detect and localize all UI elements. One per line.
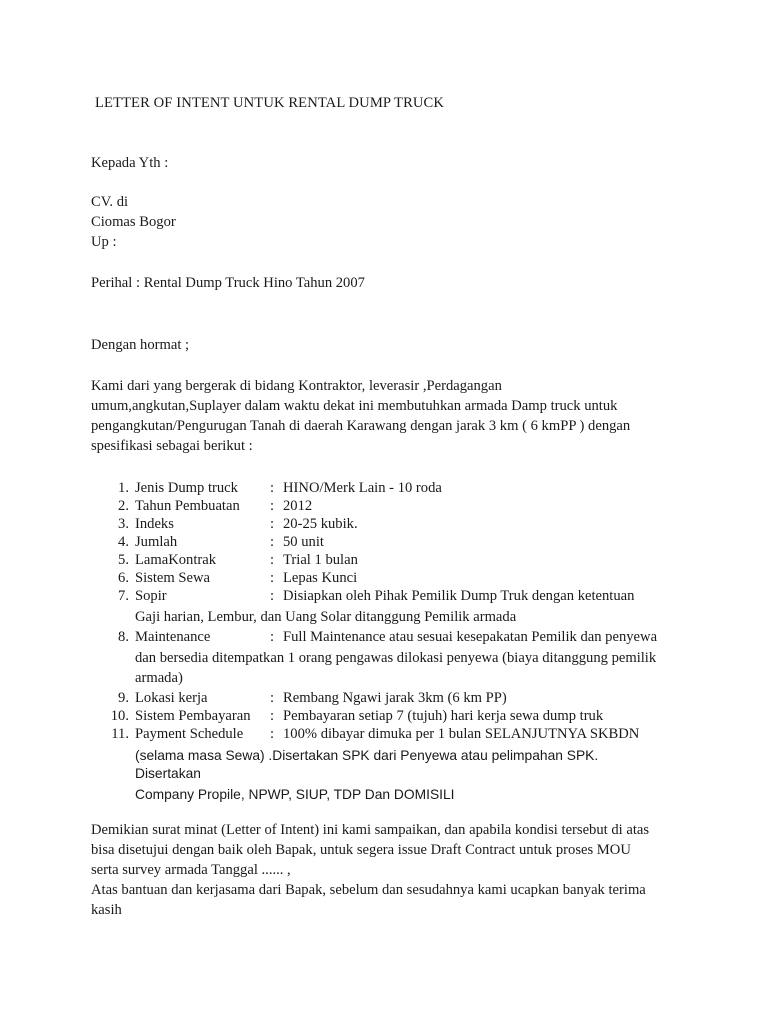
spec-separator: : <box>270 690 275 706</box>
spec-separator: : <box>270 570 275 586</box>
closing-line: Atas bantuan dan kerjasama dari Bapak, sebelum dan sesudahnya kami ucapkan banyak terima <box>91 882 646 898</box>
spec-separator: : <box>270 552 275 568</box>
spec-value: 50 unit <box>283 534 324 550</box>
spec-value: Full Maintenance atau sesuai kesepakatan Pemilik dan penyewa <box>283 629 658 645</box>
spec-item <box>107 479 667 497</box>
spec-item <box>107 587 667 626</box>
spec-separator: : <box>270 516 275 532</box>
spec-label: Sistem Sewa <box>135 570 210 586</box>
spec-label: LamaKontrak <box>135 552 217 568</box>
spec-separator: : <box>270 534 275 550</box>
spec-number: 2. <box>118 498 129 514</box>
spec-number: 11. <box>111 726 129 742</box>
spec-value: HINO/Merk Lain - 10 roda <box>283 480 442 496</box>
spec-item <box>107 628 667 687</box>
spec-separator: : <box>270 480 275 496</box>
spec-label: Jumlah <box>135 534 178 550</box>
spec-number: 4. <box>118 534 129 550</box>
spec-separator: : <box>270 726 275 742</box>
spec-value: 2012 <box>283 498 313 514</box>
spec-item <box>107 569 667 587</box>
spec-number: 10. <box>110 708 129 724</box>
intro-line: pengangkutan/Pengurugan Tanah di daerah Karawang dengan jarak 3 km ( 6 kmPP ) dengan <box>91 418 631 434</box>
spec-label: Maintenance <box>135 629 211 645</box>
spec-value: Trial 1 bulan <box>283 552 358 568</box>
spec-label: Payment Schedule <box>135 726 244 742</box>
recipient-salutation: Kepada Yth : <box>91 155 169 171</box>
spec-value: Lepas Kunci <box>283 570 358 586</box>
spec-item <box>107 515 667 533</box>
spec-list <box>107 479 667 804</box>
spec-label: Jenis Dump truck <box>135 480 238 496</box>
recipient-company: CV. di <box>91 194 129 210</box>
spec-label: Sistem Pembayaran <box>135 708 251 724</box>
letter-subject: Perihal : Rental Dump Truck Hino Tahun 2007 <box>91 275 365 291</box>
closing-line: kasih <box>91 902 122 918</box>
spec-label: Tahun Pembuatan <box>135 498 240 514</box>
intro-line: spesifikasi sebagai berikut : <box>91 438 253 454</box>
intro-line: umum,angkutan,Suplayer dalam waktu dekat ini membutuhkan armada Damp truck untuk <box>91 398 618 414</box>
spec-item <box>107 707 667 725</box>
closing-paragraph <box>91 820 671 920</box>
closing-line: bisa disetujui dengan baik oleh Bapak, untuk segera issue Draft Contract untuk proses MOU <box>91 842 631 858</box>
recipient-attention: Up : <box>91 234 117 250</box>
spec-value: 100% dibayar dimuka per 1 bulan SELANJUTNYA SKBDN <box>283 726 640 742</box>
spec-number: 8. <box>118 629 129 645</box>
intro-line: Kami dari yang bergerak di bidang Kontraktor, leverasir ,Perdagangan <box>91 378 502 394</box>
spec-label: Lokasi kerja <box>135 690 208 706</box>
spec-continuation: Gaji harian, Lembur, dan Uang Solar ditanggung Pemilik armada <box>135 609 517 625</box>
spec-separator: : <box>270 498 275 514</box>
spec-value: Rembang Ngawi jarak 3km (6 km PP) <box>283 690 507 706</box>
spec-number: 1. <box>118 480 129 496</box>
spec-separator: : <box>270 629 275 645</box>
spec-number: 7. <box>118 588 129 604</box>
spec-value: Pembayaran setiap 7 (tujuh) hari kerja sewa dump truk <box>283 708 604 724</box>
spec-number: 3. <box>118 516 129 532</box>
letter-title: LETTER OF INTENT UNTUK RENTAL DUMP TRUCK <box>95 95 445 111</box>
closing-line: serta survey armada Tanggal ...... , <box>91 862 291 878</box>
spec-number: 9. <box>118 690 129 706</box>
spec-continuation: (selama masa Sewa) .Disertakan SPK dari Penyewa atau pelimpahan SPK. Disertakan <box>135 748 599 781</box>
spec-separator: : <box>270 708 275 724</box>
spec-separator: : <box>270 588 275 604</box>
recipient-location: Ciomas Bogor <box>91 214 176 230</box>
spec-item <box>107 533 667 551</box>
spec-item <box>107 689 667 707</box>
spec-value: 20-25 kubik. <box>283 516 358 532</box>
spec-item <box>107 551 667 569</box>
closing-line: Demikian surat minat (Letter of Intent) ini kami sampaikan, dan apabila kondisi tersebut di atas <box>91 822 650 838</box>
intro-paragraph <box>91 376 651 456</box>
spec-continuation: armada) <box>135 670 183 686</box>
spec-item <box>107 725 667 804</box>
spec-number: 6. <box>118 570 129 586</box>
spec-label: Indeks <box>135 516 174 532</box>
spec-continuation: Company Propile, NPWP, SIUP, TDP Dan DOMISILI <box>135 787 455 802</box>
letter-greeting: Dengan hormat ; <box>91 337 190 353</box>
spec-label: Sopir <box>135 588 167 604</box>
spec-value: Disiapkan oleh Pihak Pemilik Dump Truk dengan ketentuan <box>283 588 635 604</box>
spec-continuation: dan bersedia ditempatkan 1 orang pengawas dilokasi penyewa (biaya ditanggung pemilik <box>135 650 657 666</box>
spec-item <box>107 497 667 515</box>
spec-number: 5. <box>118 552 129 568</box>
